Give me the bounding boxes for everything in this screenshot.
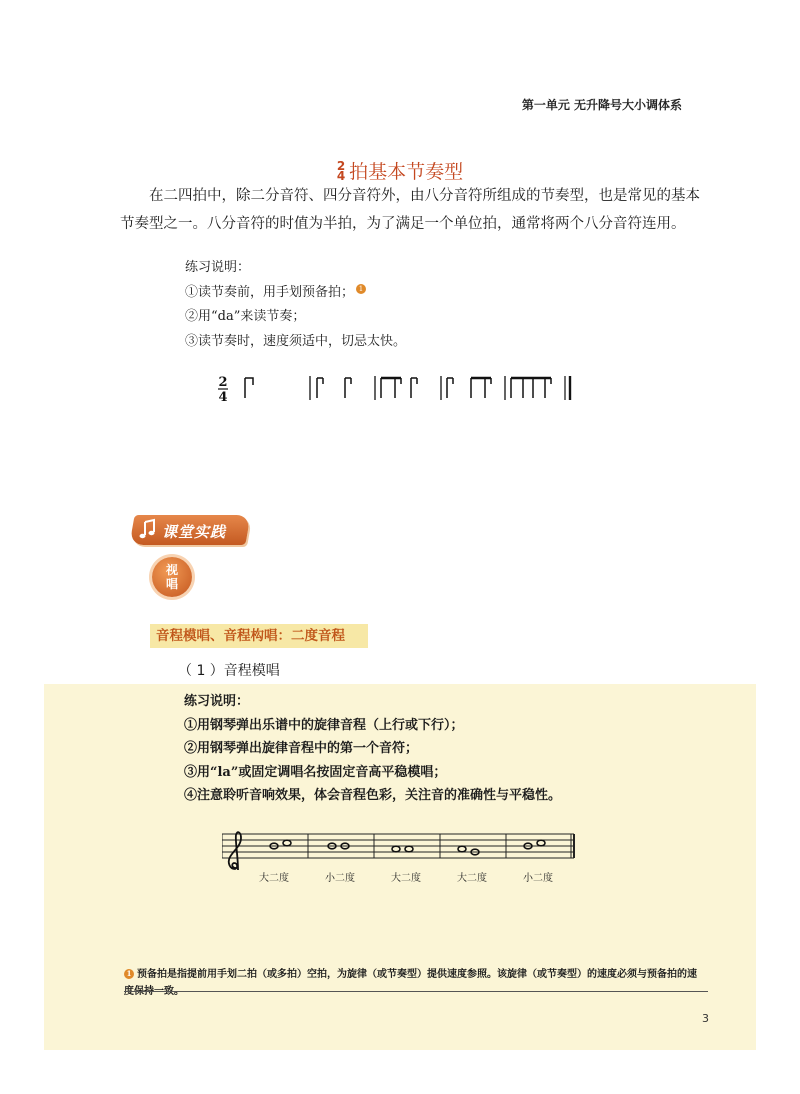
treble-clef-icon	[229, 832, 241, 870]
quarter-note	[345, 378, 351, 398]
section-title	[0, 157, 800, 184]
practice-notes	[184, 690, 561, 808]
quarter-note	[317, 378, 323, 398]
banner-text: 课堂实践	[162, 523, 227, 541]
half-note	[245, 378, 253, 398]
interval-label: 小二度	[523, 873, 553, 884]
note-item-2: ②用“da”来读节奏；	[185, 309, 306, 324]
interval-staff	[222, 826, 578, 892]
rhythm-exercise	[215, 368, 585, 408]
quarter-note	[411, 378, 417, 398]
rhythm-ts-bottom: 4	[218, 390, 228, 405]
quarter-note	[447, 378, 453, 398]
section-title-text: 拍基本节奏型	[349, 161, 464, 183]
practice-subheading: （ 1 ）音程模唱	[178, 663, 280, 679]
intro-paragraph	[120, 182, 700, 238]
footnote	[124, 966, 706, 1000]
final-barline	[565, 376, 570, 400]
sight-singing-badge	[152, 557, 192, 597]
footnote-marker-icon: 1	[124, 969, 134, 979]
interval-label: 大二度	[457, 873, 487, 884]
rhythm-ts-top: 2	[218, 375, 228, 390]
music-note-icon	[136, 518, 160, 542]
practice-notes-heading: 练习说明：	[184, 694, 250, 709]
practice-note-3: ③用“la”或固定调唱名按固定音高平稳模唱；	[184, 764, 447, 780]
badge-line-1: 视	[165, 563, 178, 577]
rhythm-time-signature	[218, 375, 228, 405]
page-number: 3	[702, 1012, 709, 1025]
notes-heading: 练习说明：	[185, 260, 251, 275]
whole-note	[283, 840, 291, 846]
time-sig-bottom: 4	[336, 168, 346, 183]
interval-label: 小二度	[325, 873, 355, 884]
practice-note-4: ④注意聆听音响效果，体会音程色彩，关注音的准确性与平稳性。	[184, 788, 562, 803]
rhythm-practice-notes	[185, 256, 406, 354]
classroom-practice-banner	[132, 512, 250, 548]
eighth-pair	[529, 378, 551, 398]
note-item-1: ①读节奏前，用手划预备拍； 1	[185, 281, 406, 306]
footnote-marker[interactable]: 1	[356, 284, 366, 294]
whole-note	[405, 846, 413, 852]
interval-label: 大二度	[259, 873, 289, 884]
practice-subtitle: 音程模唱、音程构唱：二度音程	[150, 624, 368, 648]
eighth-pair	[471, 378, 491, 398]
whole-note	[392, 846, 400, 852]
footnote-divider	[124, 991, 708, 992]
note-item-3: ③读节奏时，速度须适中，切忌太快。	[185, 333, 407, 349]
eighth-pair	[511, 378, 529, 398]
badge-line-2: 唱	[165, 577, 178, 591]
intro-paragraph-text: 在二四拍中，除二分音符、四分音符外，由八分音符所组成的节奏型，也是常见的基本节奏型之一。八分音符的时值为半拍，为了满足一个单位拍，通常将两个八分音符连用。	[120, 188, 700, 232]
practice-note-2: ②用钢琴弹出旋律音程中的第一个音符；	[184, 741, 419, 756]
eighth-pair	[381, 378, 401, 398]
practice-note-1: ①用钢琴弹出乐谱中的旋律音程（上行或下行）；	[184, 717, 464, 733]
unit-header: 第一单元 无升降号大小调体系	[521, 98, 682, 112]
title-time-signature	[336, 158, 346, 183]
interval-label: 大二度	[391, 873, 421, 884]
whole-note	[458, 846, 466, 852]
whole-note	[537, 840, 545, 846]
footnote-text: 预备拍是指提前用手划二拍（或多拍）空拍，为旋律（或节奏型）提供速度参照。该旋律（或节奏型）的速度必须与预备拍的速度保持一致。	[124, 969, 697, 997]
time-sig-top: 2	[336, 158, 346, 173]
